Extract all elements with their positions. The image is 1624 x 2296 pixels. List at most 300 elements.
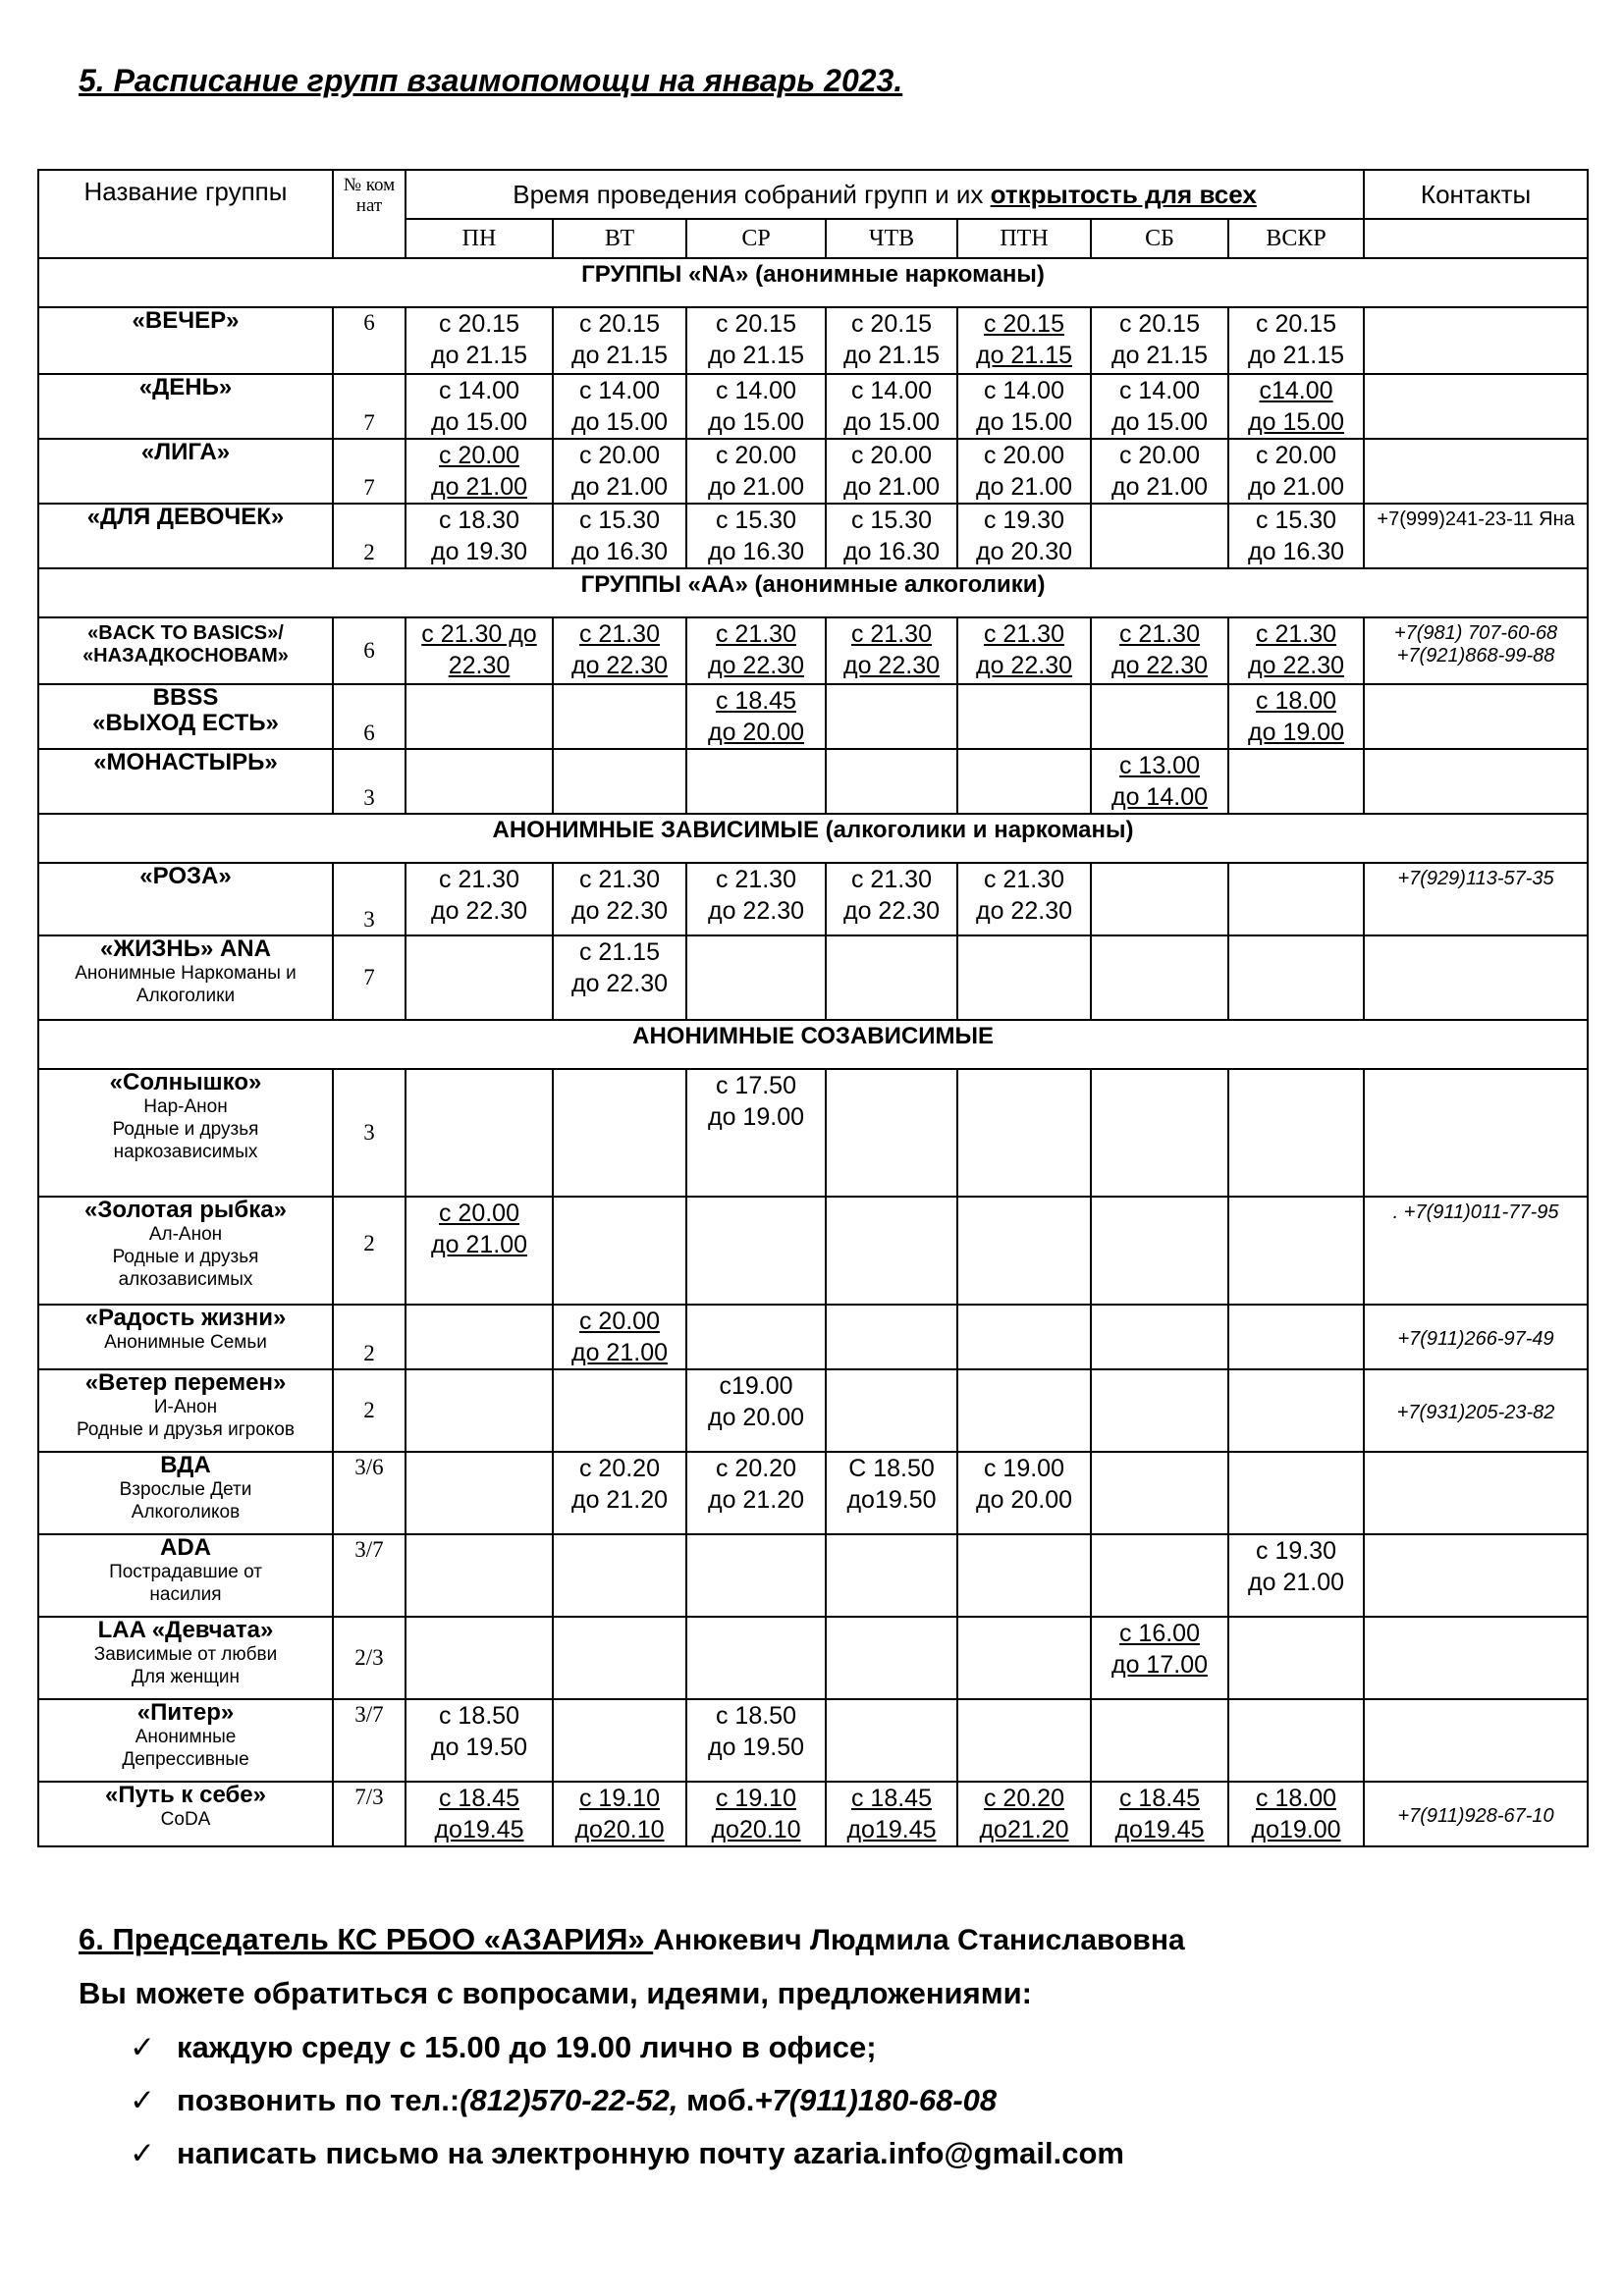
group-name: LAA «Девчата» xyxy=(97,1617,274,1643)
meeting-time-cell xyxy=(826,1534,957,1617)
group-name: «РОЗА» xyxy=(139,863,232,889)
meeting-time: до 21.00 xyxy=(571,473,668,501)
meeting-time-cell xyxy=(1228,863,1364,935)
meeting-time-cell xyxy=(1091,1069,1228,1197)
room-number: 2 xyxy=(333,1197,406,1305)
meeting-time: до 16.30 xyxy=(708,538,804,565)
meeting-time-cell xyxy=(1228,1069,1364,1197)
meeting-time: с 20.15 xyxy=(850,310,932,338)
meeting-time: до21.20 xyxy=(979,1816,1069,1843)
meeting-time: с 19.10 xyxy=(715,1785,796,1812)
meeting-time: до 22.30 xyxy=(843,652,940,679)
meeting-time: с 20.00 xyxy=(1118,442,1200,469)
meeting-time-cell xyxy=(826,307,957,374)
meeting-time-cell xyxy=(553,1699,686,1782)
meeting-time-cell xyxy=(957,1369,1091,1452)
group-row xyxy=(38,1617,1588,1699)
meeting-time-cell xyxy=(686,1699,826,1782)
contact-item-text: позвонить по тел.:(812)570-22-52, моб.+7(911)180-68-08 xyxy=(177,2083,998,2117)
group-name-cell xyxy=(38,1617,333,1699)
room-number: 7 xyxy=(333,439,406,504)
group-subtitle: алкозависимых xyxy=(118,1269,253,1290)
meeting-time-cell xyxy=(1228,1617,1364,1699)
room-number: 2 xyxy=(333,1305,406,1369)
meeting-time: с 20.20 xyxy=(578,1455,660,1482)
group-name: «ЛИГА» xyxy=(140,439,231,465)
meeting-time: до 15.00 xyxy=(843,408,940,436)
meeting-time: до 15.00 xyxy=(1111,408,1208,436)
group-subtitle: насилия xyxy=(149,1584,222,1605)
chair-name: Анюкевич Людмила Станиславовна xyxy=(653,1924,1185,1956)
meeting-time-cell xyxy=(553,439,686,504)
meeting-time-cell xyxy=(553,684,686,749)
contact-cell xyxy=(1364,1305,1588,1369)
office-phone[interactable]: (812)570-22-52, xyxy=(460,2083,678,2117)
group-name: «Солнышко» xyxy=(109,1069,262,1095)
day-contacts-blank xyxy=(1364,219,1588,258)
group-row xyxy=(38,863,1588,935)
meeting-time-cell xyxy=(553,1197,686,1305)
meeting-time: до 21.15 xyxy=(1111,342,1208,369)
meeting-time: до 19.00 xyxy=(1248,719,1345,746)
meeting-time-cell xyxy=(686,504,826,568)
meeting-time-cell xyxy=(1091,1534,1228,1617)
meeting-time: до 16.30 xyxy=(571,538,668,565)
contact-cell xyxy=(1364,863,1588,935)
meeting-time: до 22.30 xyxy=(976,652,1072,679)
meeting-time: с 20.00 xyxy=(715,442,796,469)
group-row xyxy=(38,1534,1588,1617)
meeting-time: до 22.30 xyxy=(976,897,1072,925)
meeting-time: с 18.00 xyxy=(1256,687,1337,715)
contact-phone[interactable]: +7(999)241-23-11 Яна xyxy=(1377,508,1575,530)
meeting-time-cell xyxy=(406,1369,553,1452)
meeting-time-cell xyxy=(957,1782,1091,1846)
contact-cell xyxy=(1364,1452,1588,1534)
meeting-time-cell xyxy=(957,307,1091,374)
meeting-time-cell xyxy=(1091,617,1228,684)
meeting-time-cell xyxy=(406,1069,553,1197)
contact-phone[interactable]: +7(981) 707-60-68 +7(921)868-99-88 xyxy=(1393,622,1558,667)
group-row xyxy=(38,1369,1588,1452)
meeting-time: с 16.00 xyxy=(1118,1620,1200,1647)
group-name: «ВЫХОД ЕСТЬ» xyxy=(92,710,279,736)
meeting-time-cell xyxy=(1228,439,1364,504)
group-subtitle: Пострадавшие от xyxy=(109,1562,262,1582)
meeting-time: до19.45 xyxy=(846,1816,937,1843)
meeting-time-cell xyxy=(553,1369,686,1452)
group-subtitle: CoDA xyxy=(160,1809,211,1830)
meeting-time: до 15.00 xyxy=(571,408,668,436)
meeting-time: до20.10 xyxy=(574,1816,665,1843)
meeting-time: с 18.45 xyxy=(850,1785,932,1812)
meeting-time: до 22.30 xyxy=(571,970,668,997)
meeting-time-cell xyxy=(406,863,553,935)
contact-cell xyxy=(1364,504,1588,568)
contact-phone[interactable]: +7(929)113-57-35 xyxy=(1397,868,1554,889)
meeting-time: с 17.50 xyxy=(715,1072,796,1099)
meeting-time: с 21.15 xyxy=(578,938,660,966)
checkmark-icon: ✓ xyxy=(130,2030,155,2064)
contact-cell xyxy=(1364,439,1588,504)
header-time: Время проведения собраний групп и их открытость для всех xyxy=(406,170,1364,219)
meeting-time-cell xyxy=(406,504,553,568)
meeting-time: с 20.15 xyxy=(1118,310,1200,338)
meeting-time-cell xyxy=(1091,935,1228,1020)
meeting-time: до19.50 xyxy=(846,1486,937,1514)
group-name-cell xyxy=(38,749,333,814)
meeting-time-cell xyxy=(686,374,826,439)
group-subtitle: Анонимные Наркоманы и xyxy=(75,963,297,984)
meeting-time-cell xyxy=(553,863,686,935)
group-name-cell xyxy=(38,684,333,749)
meeting-time-cell xyxy=(1091,1782,1228,1846)
meeting-time: с 14.00 xyxy=(578,377,660,404)
meeting-time-cell xyxy=(553,1069,686,1197)
meeting-time-cell xyxy=(957,1617,1091,1699)
meeting-time-cell xyxy=(406,1617,553,1699)
contact-cell xyxy=(1364,307,1588,374)
meeting-time: до 19.50 xyxy=(708,1734,804,1761)
meeting-time: до 19.00 xyxy=(708,1103,804,1131)
meeting-time: с 21.30 xyxy=(850,620,932,648)
meeting-time-cell xyxy=(686,1069,826,1197)
meeting-time-cell xyxy=(826,1452,957,1534)
meeting-time-cell xyxy=(686,1305,826,1369)
meeting-time: с14.00 xyxy=(1259,377,1333,404)
meeting-time-cell xyxy=(826,504,957,568)
meeting-time-cell xyxy=(686,1782,826,1846)
meeting-time: до 21.00 xyxy=(708,473,804,501)
day-sun: ВСКР xyxy=(1228,219,1364,258)
meeting-time: до 22.30 xyxy=(431,897,527,925)
group-name: «МОНАСТЫРЬ» xyxy=(93,749,278,775)
group-name: «Путь к себе» xyxy=(105,1782,266,1808)
meeting-time-cell xyxy=(553,1534,686,1617)
group-subtitle: наркозависимых xyxy=(113,1142,258,1162)
group-subtitle: Нар-Анон xyxy=(143,1096,228,1117)
meeting-time: с 19.30 xyxy=(1256,1537,1337,1565)
room-number: 7 xyxy=(333,935,406,1020)
header-contacts: Контакты xyxy=(1364,170,1588,219)
meeting-time-cell xyxy=(406,1782,553,1846)
meeting-time: до 20.00 xyxy=(976,1486,1072,1514)
meeting-time: с 18.45 xyxy=(1118,1785,1200,1812)
meeting-time: с 20.20 xyxy=(983,1785,1064,1812)
group-row xyxy=(38,617,1588,684)
meeting-time: с 21.30 xyxy=(983,866,1064,893)
meeting-time-cell xyxy=(957,1534,1091,1617)
meeting-time-cell xyxy=(1228,935,1364,1020)
meeting-time: с 18.50 xyxy=(438,1702,519,1730)
meeting-time-cell xyxy=(406,1305,553,1369)
meeting-time: до 22.30 xyxy=(1111,652,1208,679)
meeting-time-cell xyxy=(553,1452,686,1534)
meeting-time: с 21.30 xyxy=(715,866,796,893)
checkmark-icon: ✓ xyxy=(130,2083,155,2117)
meeting-time-cell xyxy=(686,1197,826,1305)
contact-cell xyxy=(1364,749,1588,814)
meeting-time-cell xyxy=(826,863,957,935)
room-number: 2/3 xyxy=(333,1617,406,1699)
meeting-time-cell xyxy=(957,1452,1091,1534)
meeting-time-cell xyxy=(686,1452,826,1534)
meeting-time-cell xyxy=(826,1617,957,1699)
group-subtitle: Для женщин xyxy=(131,1667,241,1687)
schedule-table xyxy=(37,169,1589,1847)
meeting-time-cell xyxy=(957,684,1091,749)
section-title: ГРУППЫ «NA» (анонимные наркоманы) xyxy=(38,258,1588,307)
group-name: «НАЗАДКОСНОВАМ» xyxy=(82,645,289,667)
section-row xyxy=(38,568,1588,617)
meeting-time: с 13.00 xyxy=(1118,752,1200,779)
group-subtitle: Ал-Анон xyxy=(148,1224,223,1245)
meeting-time: до 21.00 xyxy=(1111,473,1208,501)
meeting-time: с 21.30 xyxy=(1256,620,1337,648)
meeting-time: с 20.00 xyxy=(578,442,660,469)
meeting-time: до19.00 xyxy=(1251,1816,1341,1843)
meeting-time: до 22.30 xyxy=(1248,652,1345,679)
meeting-time-cell xyxy=(553,504,686,568)
meeting-time: до 21.15 xyxy=(431,342,527,369)
meeting-time-cell xyxy=(686,749,826,814)
meeting-time-cell xyxy=(826,1305,957,1369)
meeting-time: до 21.15 xyxy=(843,342,940,369)
meeting-time-cell xyxy=(1228,307,1364,374)
day-thu: ЧТВ xyxy=(826,219,957,258)
meeting-time: с 14.00 xyxy=(715,377,796,404)
group-name: «Радость жизни» xyxy=(84,1305,287,1331)
meeting-time-cell xyxy=(686,935,826,1020)
meeting-time-cell xyxy=(406,749,553,814)
meeting-time: до 19.30 xyxy=(431,538,527,565)
meeting-time: с 20.15 xyxy=(715,310,796,338)
meeting-time-cell xyxy=(826,1197,957,1305)
meeting-time-cell xyxy=(1228,1782,1364,1846)
meeting-time: с 20.20 xyxy=(715,1455,796,1482)
meeting-time-cell xyxy=(1228,749,1364,814)
group-row xyxy=(38,935,1588,1020)
meeting-time: до 21.00 xyxy=(1248,1569,1345,1596)
day-wed: СР xyxy=(686,219,826,258)
group-name-cell xyxy=(38,1699,333,1782)
meeting-time: до 21.15 xyxy=(1248,342,1345,369)
day-fri: ПТН xyxy=(957,219,1091,258)
meeting-time: с 20.00 xyxy=(438,442,519,469)
group-row xyxy=(38,1069,1588,1197)
contact-item-text: каждую среду с 15.00 до 19.00 лично в офисе; xyxy=(177,2030,877,2064)
contact-cell xyxy=(1364,935,1588,1020)
meeting-time: с 18.45 xyxy=(438,1785,519,1812)
meeting-time: до 16.30 xyxy=(843,538,940,565)
page-heading: 5. Расписание групп взаимопомощи на январь 2023. xyxy=(79,63,903,98)
meeting-time-cell xyxy=(1091,749,1228,814)
meeting-time: до 22.30 xyxy=(708,897,804,925)
meeting-time-cell xyxy=(826,935,957,1020)
meeting-time: с 20.00 xyxy=(983,442,1064,469)
meeting-time-cell xyxy=(1091,307,1228,374)
meeting-time-cell xyxy=(1091,1617,1228,1699)
meeting-time-cell xyxy=(957,374,1091,439)
meeting-time: с 19.10 xyxy=(578,1785,660,1812)
meeting-time: до 15.00 xyxy=(1248,408,1345,436)
meeting-time-cell xyxy=(957,749,1091,814)
meeting-time: с 19.30 xyxy=(983,507,1064,534)
meeting-time-cell xyxy=(1228,504,1364,568)
group-subtitle: Депрессивные xyxy=(122,1749,249,1770)
meeting-time-cell xyxy=(1091,863,1228,935)
meeting-time: с 20.00 xyxy=(1256,442,1337,469)
contact-phone[interactable]: +7(931)205-23-82 xyxy=(1396,1401,1555,1423)
group-name-cell xyxy=(38,935,333,1020)
meeting-time-cell xyxy=(686,1534,826,1617)
contact-phone[interactable]: . +7(911)011-77-95 xyxy=(1392,1201,1559,1223)
meeting-time: до 15.00 xyxy=(976,408,1072,436)
meeting-time: до 21.00 xyxy=(976,473,1072,501)
room-number: 2 xyxy=(333,504,406,568)
meeting-time: с 21.30 xyxy=(715,620,796,648)
meeting-time: с 15.30 xyxy=(850,507,932,534)
meeting-time: до 21.15 xyxy=(708,342,804,369)
meeting-time: до 17.00 xyxy=(1111,1651,1208,1679)
meeting-time: с19.00 xyxy=(719,1372,793,1400)
meeting-time: с 18.30 xyxy=(438,507,519,534)
contact-cell xyxy=(1364,1069,1588,1197)
meeting-time-cell xyxy=(686,863,826,935)
group-name-cell xyxy=(38,439,333,504)
room-number: 3/7 xyxy=(333,1534,406,1617)
meeting-time-cell xyxy=(553,1305,686,1369)
meeting-time: с 14.00 xyxy=(850,377,932,404)
room-number: 3 xyxy=(333,863,406,935)
mobile-phone[interactable]: +7(911)180-68-08 xyxy=(754,2083,998,2117)
header-time-emphasis: открытость для всех xyxy=(990,179,1257,209)
section-row xyxy=(38,814,1588,863)
contact-cell xyxy=(1364,1369,1588,1452)
meeting-time-cell xyxy=(406,1197,553,1305)
meeting-time-cell xyxy=(826,439,957,504)
meeting-time: с 18.00 xyxy=(1256,1785,1337,1812)
meeting-time-cell xyxy=(826,1782,957,1846)
contact-item-text[interactable]: написать письмо на электронную почту azaria.info@gmail.com xyxy=(177,2136,1124,2170)
meeting-time-cell xyxy=(406,1699,553,1782)
meeting-time: с 21.30 xyxy=(578,866,660,893)
group-name-cell xyxy=(38,307,333,374)
meeting-time-cell xyxy=(1228,1452,1364,1534)
meeting-time: с 21.30 xyxy=(1118,620,1200,648)
room-number: 3 xyxy=(333,749,406,814)
group-row xyxy=(38,374,1588,439)
meeting-time-cell xyxy=(826,749,957,814)
room-number: 6 xyxy=(333,307,406,374)
group-name-cell xyxy=(38,374,333,439)
group-name: «BACK TO BASICS»/ xyxy=(87,622,284,644)
section-title: ГРУППЫ «АА» (анонимные алкоголики) xyxy=(38,568,1588,617)
meeting-time: до 21.15 xyxy=(571,342,668,369)
group-name-cell xyxy=(38,617,333,684)
meeting-time: с 20.15 xyxy=(438,310,519,338)
meeting-time: до 22.30 xyxy=(571,652,668,679)
contact-phone[interactable]: +7(911)266-97-49 xyxy=(1397,1327,1554,1350)
meeting-time-cell xyxy=(406,1534,553,1617)
meeting-time: с 21.30 до xyxy=(421,620,537,648)
contact-cell xyxy=(1364,1197,1588,1305)
group-row xyxy=(38,307,1588,374)
group-name: «Золотая рыбка» xyxy=(84,1197,287,1223)
group-subtitle: Зависимые от любви xyxy=(93,1644,278,1665)
meeting-time-cell xyxy=(686,1617,826,1699)
meeting-time-cell xyxy=(406,374,553,439)
meeting-time-cell xyxy=(553,307,686,374)
meeting-time: до 21.00 xyxy=(431,473,527,501)
group-name-cell xyxy=(38,504,333,568)
group-name: ВДА xyxy=(160,1452,211,1478)
room-number: 3/6 xyxy=(333,1452,406,1534)
section-row xyxy=(38,258,1588,307)
meeting-time-cell xyxy=(406,439,553,504)
meeting-time-cell xyxy=(1228,1369,1364,1452)
checkmark-icon: ✓ xyxy=(130,2136,155,2170)
meeting-time-cell xyxy=(957,617,1091,684)
group-subtitle: Анонимные xyxy=(135,1727,237,1747)
meeting-time-cell xyxy=(1091,1197,1228,1305)
meeting-time: до 21.00 xyxy=(431,1231,527,1258)
contact-cell xyxy=(1364,1534,1588,1617)
group-row xyxy=(38,1305,1588,1369)
meeting-time-cell xyxy=(957,1069,1091,1197)
meeting-time-cell xyxy=(553,749,686,814)
contact-cell xyxy=(1364,617,1588,684)
meeting-time: до 15.00 xyxy=(708,408,804,436)
group-name-cell xyxy=(38,1197,333,1305)
meeting-time: до 20.00 xyxy=(708,719,804,746)
meeting-time: до 20.00 xyxy=(708,1404,804,1431)
group-name: «ДЕНЬ» xyxy=(138,374,233,400)
meeting-time-cell xyxy=(1091,1369,1228,1452)
room-number: 6 xyxy=(333,617,406,684)
group-subtitle: Родные и друзья xyxy=(112,1247,259,1267)
room-number: 6 xyxy=(333,684,406,749)
meeting-time: до 21.00 xyxy=(1248,473,1345,501)
day-mon: ПН xyxy=(406,219,553,258)
meeting-time-cell xyxy=(1091,374,1228,439)
group-row xyxy=(38,1197,1588,1305)
meeting-time-cell xyxy=(826,1369,957,1452)
group-name: «ДЛЯ ДЕВОЧЕК» xyxy=(86,504,285,530)
group-subtitle: Анонимные Семьи xyxy=(104,1332,267,1353)
meeting-time: до 21.00 xyxy=(571,1339,668,1366)
group-row xyxy=(38,439,1588,504)
contact-cell xyxy=(1364,374,1588,439)
group-name-cell xyxy=(38,1782,333,1846)
contact-phone[interactable]: +7(911)928-67-10 xyxy=(1397,1804,1554,1827)
meeting-time-cell xyxy=(686,684,826,749)
meeting-time-cell xyxy=(406,935,553,1020)
meeting-time-cell xyxy=(957,863,1091,935)
meeting-time: с 18.45 xyxy=(715,687,796,715)
meeting-time-cell xyxy=(553,935,686,1020)
meeting-time-cell xyxy=(1228,684,1364,749)
meeting-time-cell xyxy=(826,374,957,439)
meeting-time: с 15.30 xyxy=(578,507,660,534)
group-name: BBSS xyxy=(152,684,219,711)
meeting-time: с 20.00 xyxy=(850,442,932,469)
meeting-time: до 21.20 xyxy=(571,1486,668,1514)
room-number: 3 xyxy=(333,1069,406,1197)
group-name: «Питер» xyxy=(136,1699,235,1726)
meeting-time: 22.30 xyxy=(448,652,511,679)
meeting-time: до 22.30 xyxy=(843,897,940,925)
